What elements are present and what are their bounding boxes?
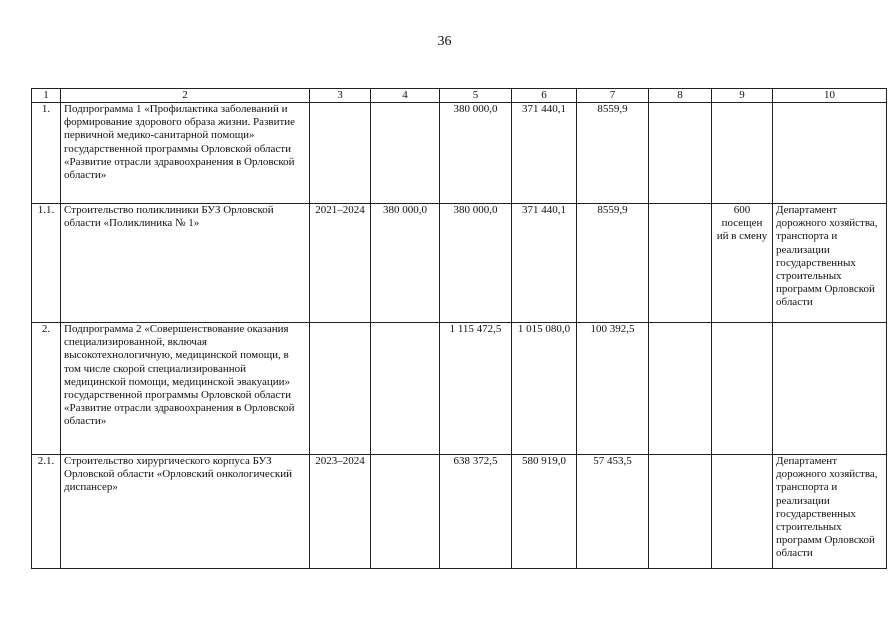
row-col7: 57 453,5 (577, 455, 649, 569)
row-number: 2. (32, 323, 61, 455)
table-row (32, 204, 887, 323)
row-name: Подпрограмма 1 «Профилактика заболеваний и формирование здорового образа жизни. Развитие первичной медико-санитарной помощи» государственной программы Орловской области «Развитие отрасли здравоохранения в Орловской области» (61, 103, 310, 204)
row-col7: 8559,9 (577, 204, 649, 323)
header-cell: 2 (61, 89, 310, 103)
row-name: Строительство поликлиники БУЗ Орловской области «Поликлиника № 1» (61, 204, 310, 323)
row-result: 600 посещен ий в смену (712, 204, 773, 323)
header-cell: 8 (649, 89, 712, 103)
row-col4 (371, 455, 440, 569)
table-row (32, 323, 887, 455)
table-row (32, 103, 887, 204)
row-executor (773, 323, 887, 455)
row-col5: 638 372,5 (440, 455, 512, 569)
row-number: 1.1. (32, 204, 61, 323)
row-col5: 380 000,0 (440, 103, 512, 204)
row-col6: 1 015 080,0 (512, 323, 577, 455)
header-cell: 1 (32, 89, 61, 103)
row-number: 2.1. (32, 455, 61, 569)
row-result (712, 455, 773, 569)
row-col5: 380 000,0 (440, 204, 512, 323)
header-cell: 3 (310, 89, 371, 103)
row-col4 (371, 103, 440, 204)
row-executor: Департамент дорожного хозяйства, транспорта и реализации государственных строительных программ Орловской области (773, 455, 887, 569)
program-table (31, 88, 887, 569)
row-col6: 371 440,1 (512, 103, 577, 204)
header-cell: 9 (712, 89, 773, 103)
row-col8 (649, 323, 712, 455)
header-cell: 5 (440, 89, 512, 103)
row-col8 (649, 103, 712, 204)
table-row (32, 455, 887, 569)
row-executor (773, 103, 887, 204)
row-col7: 100 392,5 (577, 323, 649, 455)
row-col4 (371, 323, 440, 455)
row-number: 1. (32, 103, 61, 204)
row-result (712, 323, 773, 455)
header-cell: 7 (577, 89, 649, 103)
row-name: Подпрограмма 2 «Совершенствование оказания специализированной, включая высокотехнологичную, медицинской помощи, в том числе скорой специализированной медицинской помощи, медицинской эвакуации» государственной программы Орловской области «Развитие отрасли здравоохранения в Орловской области» (61, 323, 310, 455)
row-period (310, 323, 371, 455)
header-cell: 10 (773, 89, 887, 103)
row-col8 (649, 455, 712, 569)
header-cell: 4 (371, 89, 440, 103)
row-period: 2021–2024 (310, 204, 371, 323)
row-executor: Департамент дорожного хозяйства, транспорта и реализации государственных строительных программ Орловской области (773, 204, 887, 323)
row-period: 2023–2024 (310, 455, 371, 569)
header-row (32, 89, 887, 103)
row-col5: 1 115 472,5 (440, 323, 512, 455)
row-period (310, 103, 371, 204)
row-name: Строительство хирургического корпуса БУЗ Орловской области «Орловский онкологический диспансер» (61, 455, 310, 569)
row-col6: 371 440,1 (512, 204, 577, 323)
page-number: 36 (437, 34, 452, 49)
row-col6: 580 919,0 (512, 455, 577, 569)
row-col7: 8559,9 (577, 103, 649, 204)
row-col8 (649, 204, 712, 323)
row-col4: 380 000,0 (371, 204, 440, 323)
row-result (712, 103, 773, 204)
header-cell: 6 (512, 89, 577, 103)
